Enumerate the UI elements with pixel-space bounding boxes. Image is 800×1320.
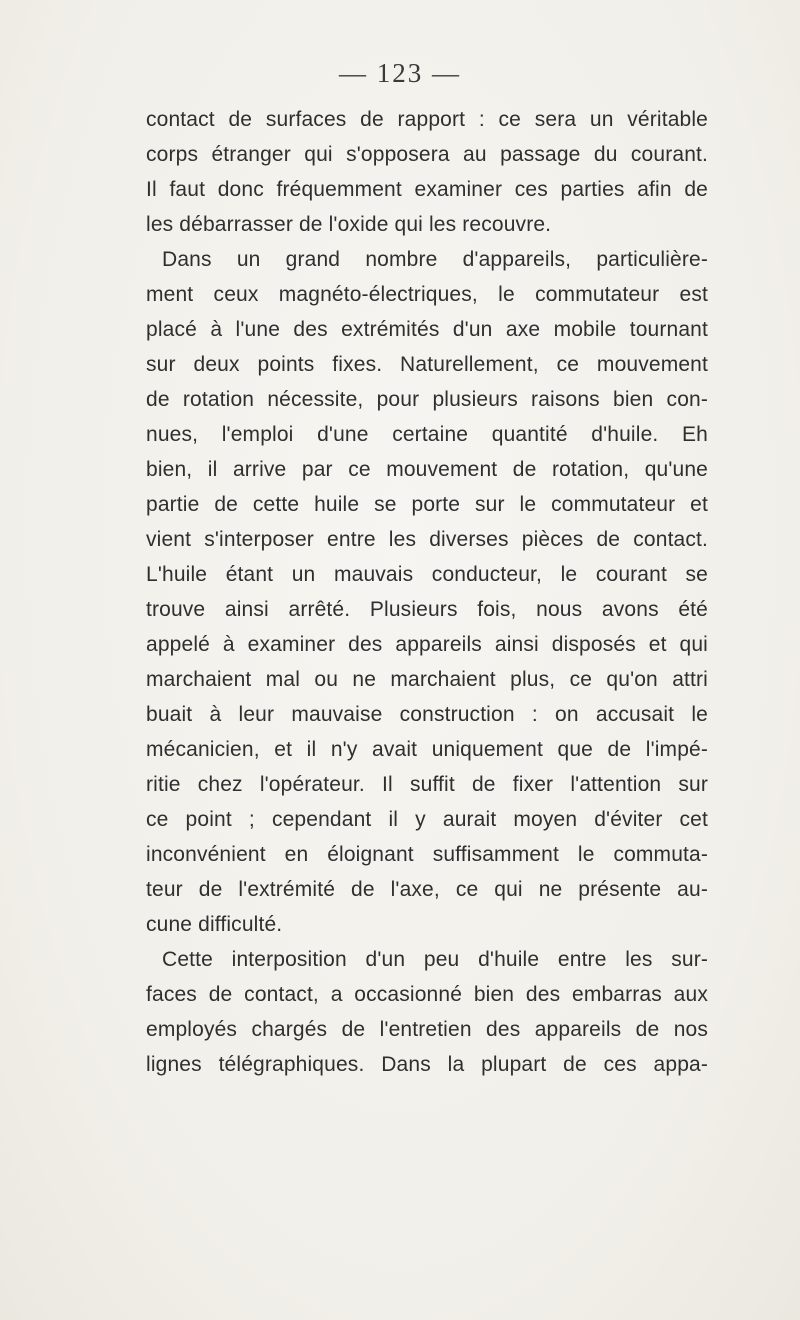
text-line: trouve ainsi arrêté. Plusieurs fois, nous avons été xyxy=(146,598,708,621)
text-line: partie de cette huile se porte sur le commutateur et xyxy=(146,493,708,516)
text-line: employés chargés de l'entretien des appareils de nos xyxy=(146,1018,708,1041)
text-line: sur deux points fixes. Naturellement, ce mouvement xyxy=(146,353,708,376)
text-line: contact de surfaces de rapport : ce sera un véritable xyxy=(146,108,708,131)
text-line: buait à leur mauvaise construction : on accusait le xyxy=(146,703,708,726)
text-line: ritie chez l'opérateur. Il suffit de fixer l'attention sur xyxy=(146,773,708,796)
text-line: mécanicien, et il n'y avait uniquement que de l'impé- xyxy=(146,738,708,761)
text-line: ce point ; cependant il y aurait moyen d'éviter cet xyxy=(146,808,708,831)
text-line: de rotation nécessite, pour plusieurs raisons bien con- xyxy=(146,388,708,411)
text-line: Cette interposition d'un peu d'huile entre les sur- xyxy=(162,948,708,971)
text-line: corps étranger qui s'opposera au passage du courant. xyxy=(146,143,708,166)
text-line: cune difficulté. xyxy=(146,913,283,936)
text-line: appelé à examiner des appareils ainsi disposés et qui xyxy=(146,633,708,656)
text-line: inconvénient en éloignant suffisamment le commuta- xyxy=(146,843,708,866)
text-line: vient s'interposer entre les diverses pièces de contact. xyxy=(146,528,708,551)
text-line: teur de l'extrémité de l'axe, ce qui ne présente au- xyxy=(146,878,708,901)
page-number: — 123 — xyxy=(339,58,461,88)
text-line: marchaient mal ou ne marchaient plus, ce qu'on attri xyxy=(146,668,708,691)
text-line: bien, il arrive par ce mouvement de rotation, qu'une xyxy=(146,458,708,481)
text-line: ment ceux magnéto-électriques, le commutateur est xyxy=(146,283,708,306)
body-text xyxy=(146,102,708,1082)
text-line: Il faut donc fréquemment examiner ces parties afin de xyxy=(146,178,708,201)
text-line: les débarrasser de l'oxide qui les recouvre. xyxy=(146,213,552,236)
text-line: L'huile étant un mauvais conducteur, le courant se xyxy=(146,563,708,586)
text-line: nues, l'emploi d'une certaine quantité d'huile. Eh xyxy=(146,423,708,446)
text-line: faces de contact, a occasionné bien des embarras aux xyxy=(146,983,708,1006)
text-line: Dans un grand nombre d'appareils, particulière- xyxy=(162,248,708,271)
text-line: placé à l'une des extrémités d'un axe mobile tournant xyxy=(146,318,708,341)
text-line: lignes télégraphiques. Dans la plupart de ces appa- xyxy=(146,1053,708,1076)
